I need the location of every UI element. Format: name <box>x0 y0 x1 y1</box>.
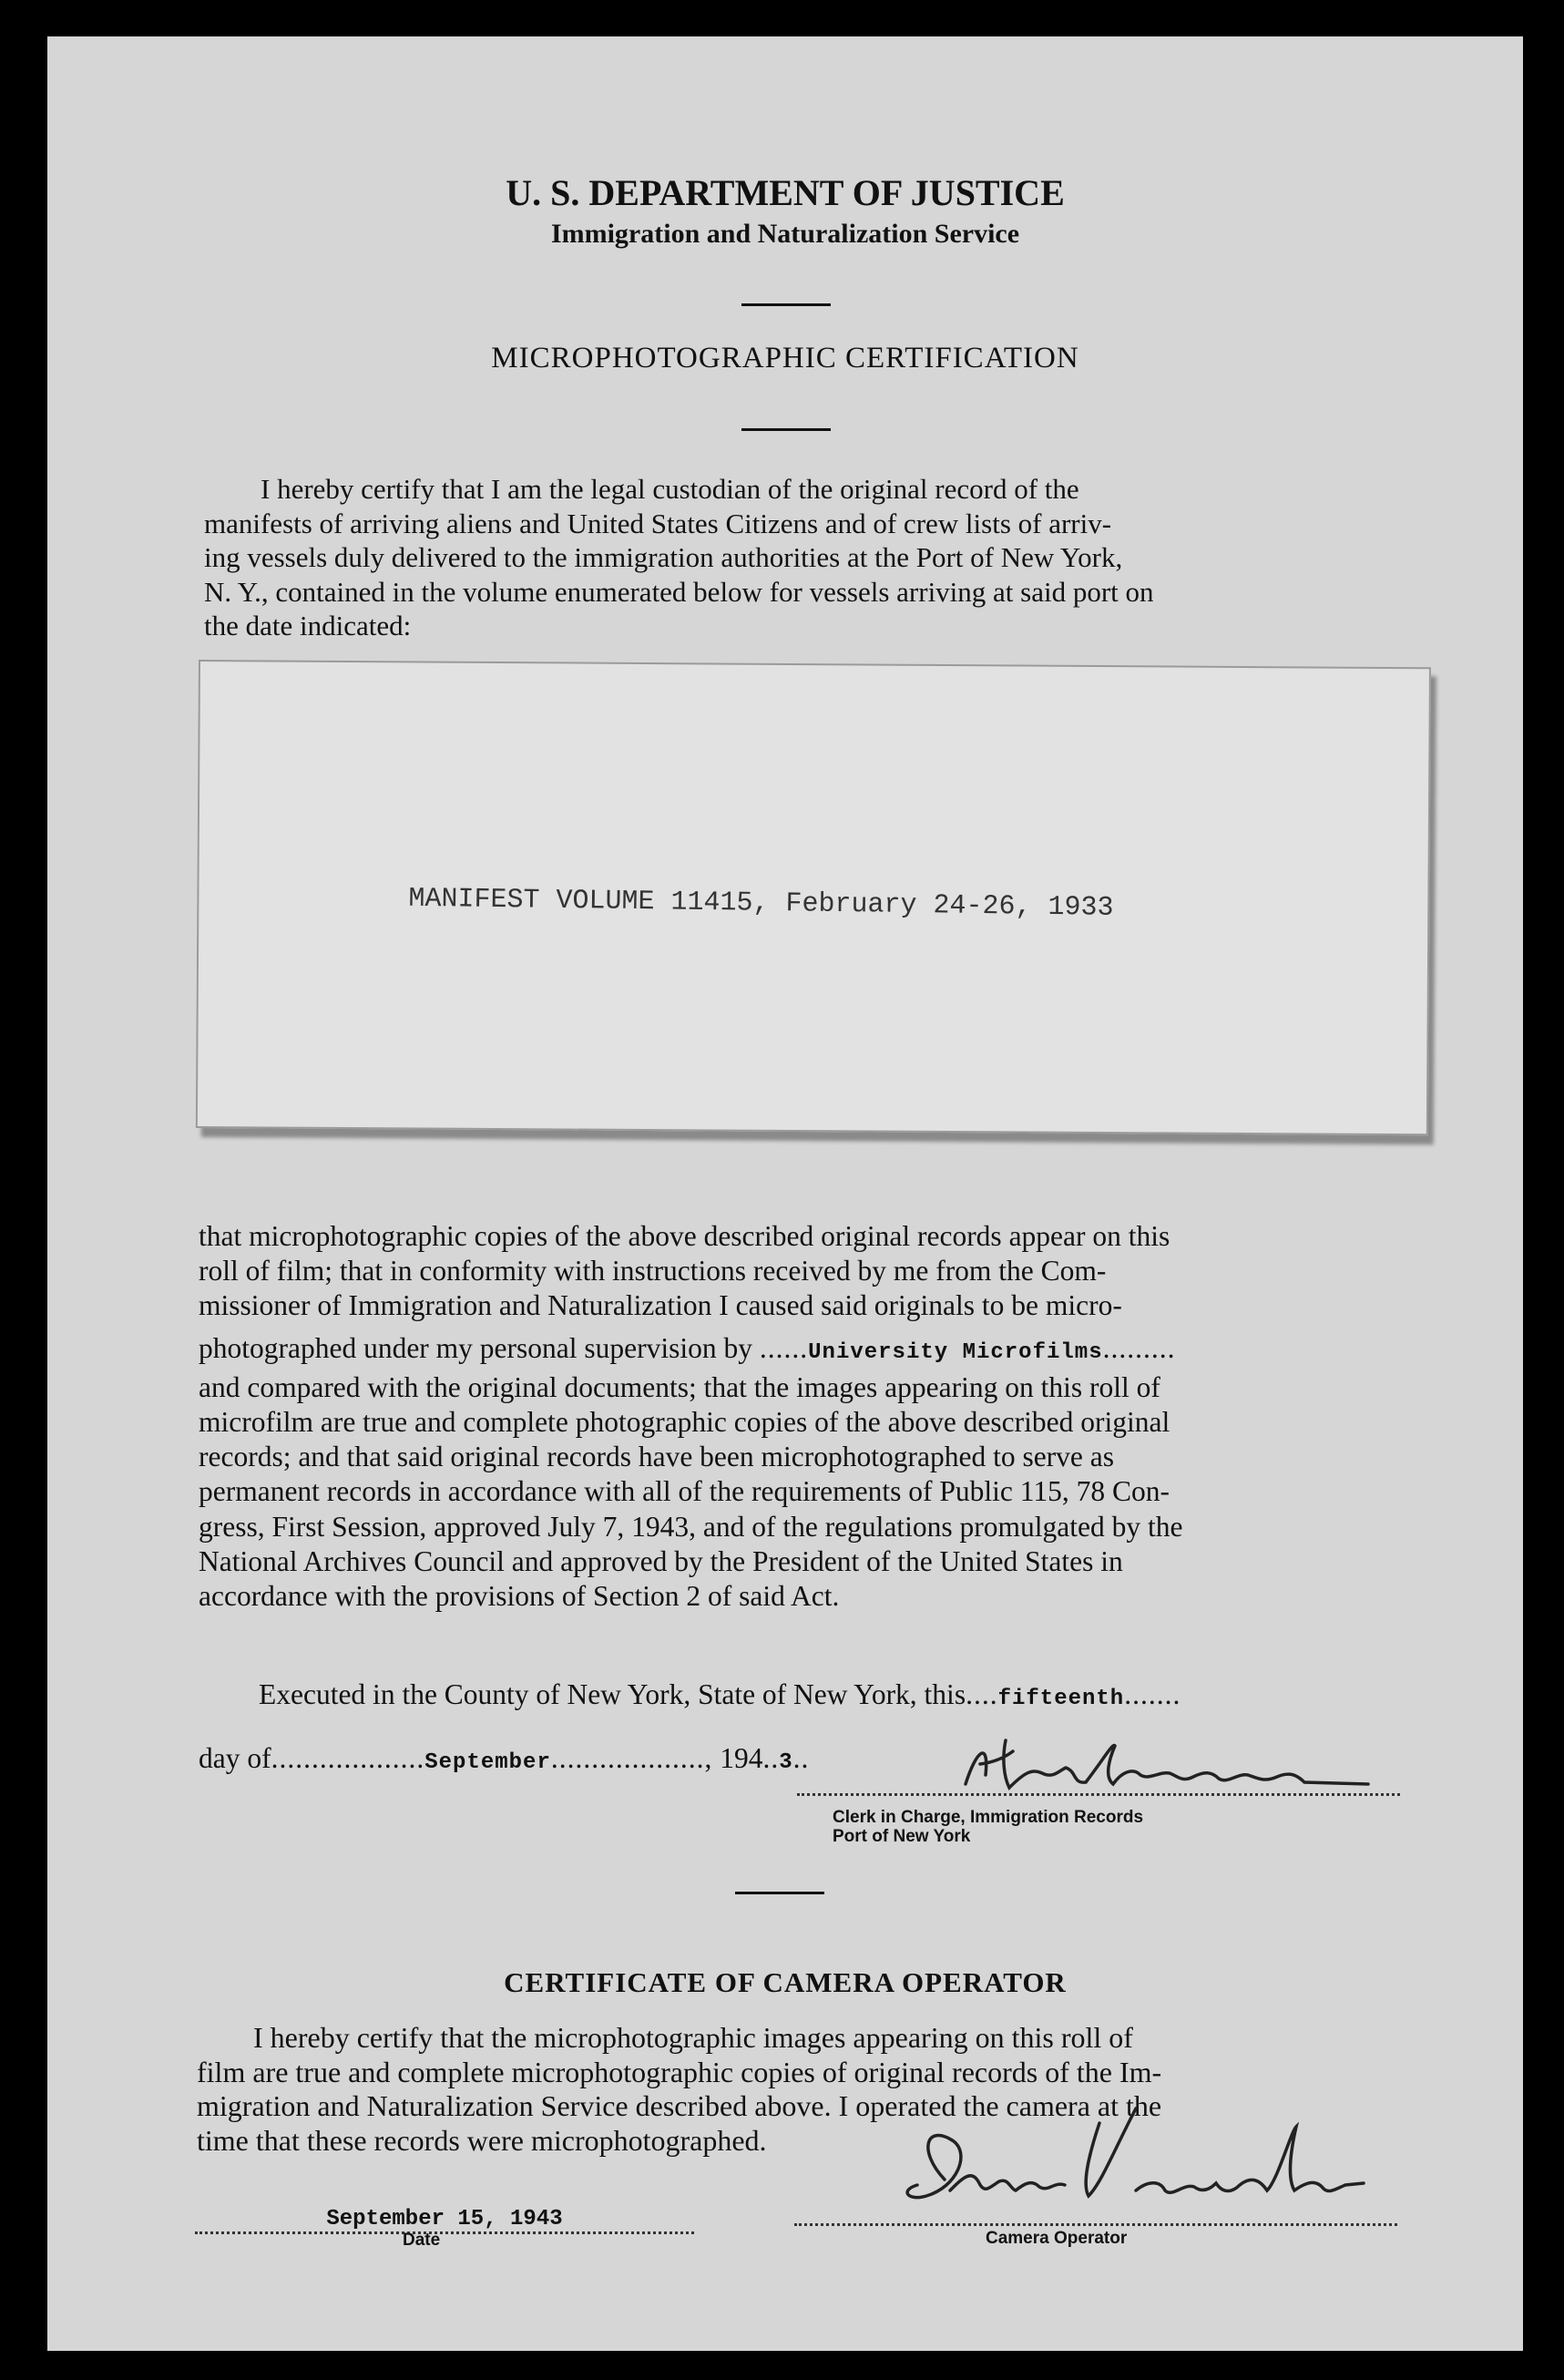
form-title: MICROPHOTOGRAPHIC CERTIFICATION <box>491 342 1079 374</box>
divider <box>741 428 831 431</box>
department-heading: U. S. DEPARTMENT OF JUSTICE <box>506 172 1065 213</box>
execution-prefix: Executed in the County of New York, State of New York, this <box>259 1678 966 1710</box>
clerk-location: Port of New York <box>833 1827 971 1846</box>
body-line: accordance with the provisions of Section 2 of said Act. <box>199 1580 840 1613</box>
dot-leader: .... <box>966 1678 998 1710</box>
date-label: Date <box>403 2231 441 2250</box>
dot-leader: ....... <box>1124 1678 1181 1710</box>
body-line: permanent records in accordance with all of the requirements of Public 115, 78 Con- <box>199 1475 1170 1508</box>
divider <box>735 1892 824 1894</box>
dot-leader: ...... <box>759 1331 809 1364</box>
supervision-prefix: photographed under my personal supervision by <box>199 1331 753 1364</box>
camera-line: time that these records were microphotographed. <box>197 2123 767 2157</box>
date-field <box>195 2207 694 2234</box>
execution-line <box>259 1678 1181 1711</box>
camera-operator-label: Camera Operator <box>986 2229 1128 2248</box>
statement-line: manifests of arriving aliens and United States Citizens and of crew lists of arriv- <box>204 507 1112 539</box>
statement-line: I hereby certify that I am the legal custodian of the original record of the <box>261 473 1079 505</box>
day-of-line <box>199 1742 809 1775</box>
body-line: records; and that said original records have been microphotographed to serve as <box>199 1441 1115 1473</box>
volume-card <box>196 660 1431 1135</box>
year-digit: 3 <box>779 1750 793 1775</box>
body-line: roll of film; that in conformity with instructions received by me from the Com- <box>199 1255 1107 1287</box>
body-line: and compared with the original documents; that the images appearing on this roll of <box>199 1370 1160 1403</box>
camera-line: film are true and complete microphotographic copies of original records of the Im- <box>197 2055 1162 2088</box>
certification-body <box>199 1219 1401 1614</box>
execution-month: September <box>424 1750 551 1775</box>
body-line: that microphotographic copies of the above described original records appear on this <box>199 1220 1170 1252</box>
statement-line: the date indicated: <box>204 610 412 641</box>
year-prefix: 194 <box>720 1742 763 1774</box>
statement-line: N. Y., contained in the volume enumerated below for vessels arriving at said port on <box>204 575 1154 608</box>
body-line: missioner of Immigration and Naturalization I caused said originals to be micro- <box>199 1289 1122 1322</box>
execution-day: fifteenth <box>997 1687 1125 1711</box>
camera-line: I hereby certify that the microphotographic images appearing on this roll of <box>253 2021 1133 2054</box>
dot-leader: ......... <box>1102 1331 1176 1364</box>
supervisor-name: University Microfilms <box>808 1339 1103 1365</box>
service-subheading: Immigration and Naturalization Service <box>550 219 1020 249</box>
clerk-title: Clerk in Charge, Immigration Records <box>833 1808 1144 1827</box>
statement-line: ing vessels duly delivered to the immigration authorities at the Port of New York, <box>204 541 1123 573</box>
dot-leader: .. <box>792 1742 810 1774</box>
dot-leader: .. <box>762 1742 780 1774</box>
body-line: microfilm are true and complete photographic copies of the above described original <box>199 1406 1170 1439</box>
date-value: September 15, 1943 <box>326 2207 563 2231</box>
volume-card-text: MANIFEST VOLUME 11415, February 24-26, 1933 <box>408 883 1114 924</box>
camera-operator-signature-line <box>794 2223 1397 2226</box>
camera-section-title: CERTIFICATE OF CAMERA OPERATOR <box>504 1966 1067 1998</box>
dot-leader: ..................., <box>550 1742 713 1774</box>
clerk-caption <box>833 1808 1143 1846</box>
dot-leader: ................... <box>271 1742 425 1774</box>
camera-operator-signature <box>863 2096 1373 2232</box>
clerk-signature-line <box>797 1793 1400 1796</box>
body-line: National Archives Council and approved by the President of the United States in <box>199 1544 1123 1577</box>
camera-line: migration and Naturalization Service described above. I operated the camera at the <box>197 2089 1162 2122</box>
day-of-label: day of <box>199 1742 271 1774</box>
divider <box>741 303 831 306</box>
supervision-line <box>199 1331 1401 1370</box>
custodian-statement <box>204 472 1411 643</box>
certificate-page <box>47 36 1523 2351</box>
body-line: gress, First Session, approved July 7, 1943, and of the regulations promulgated by the <box>199 1510 1183 1543</box>
